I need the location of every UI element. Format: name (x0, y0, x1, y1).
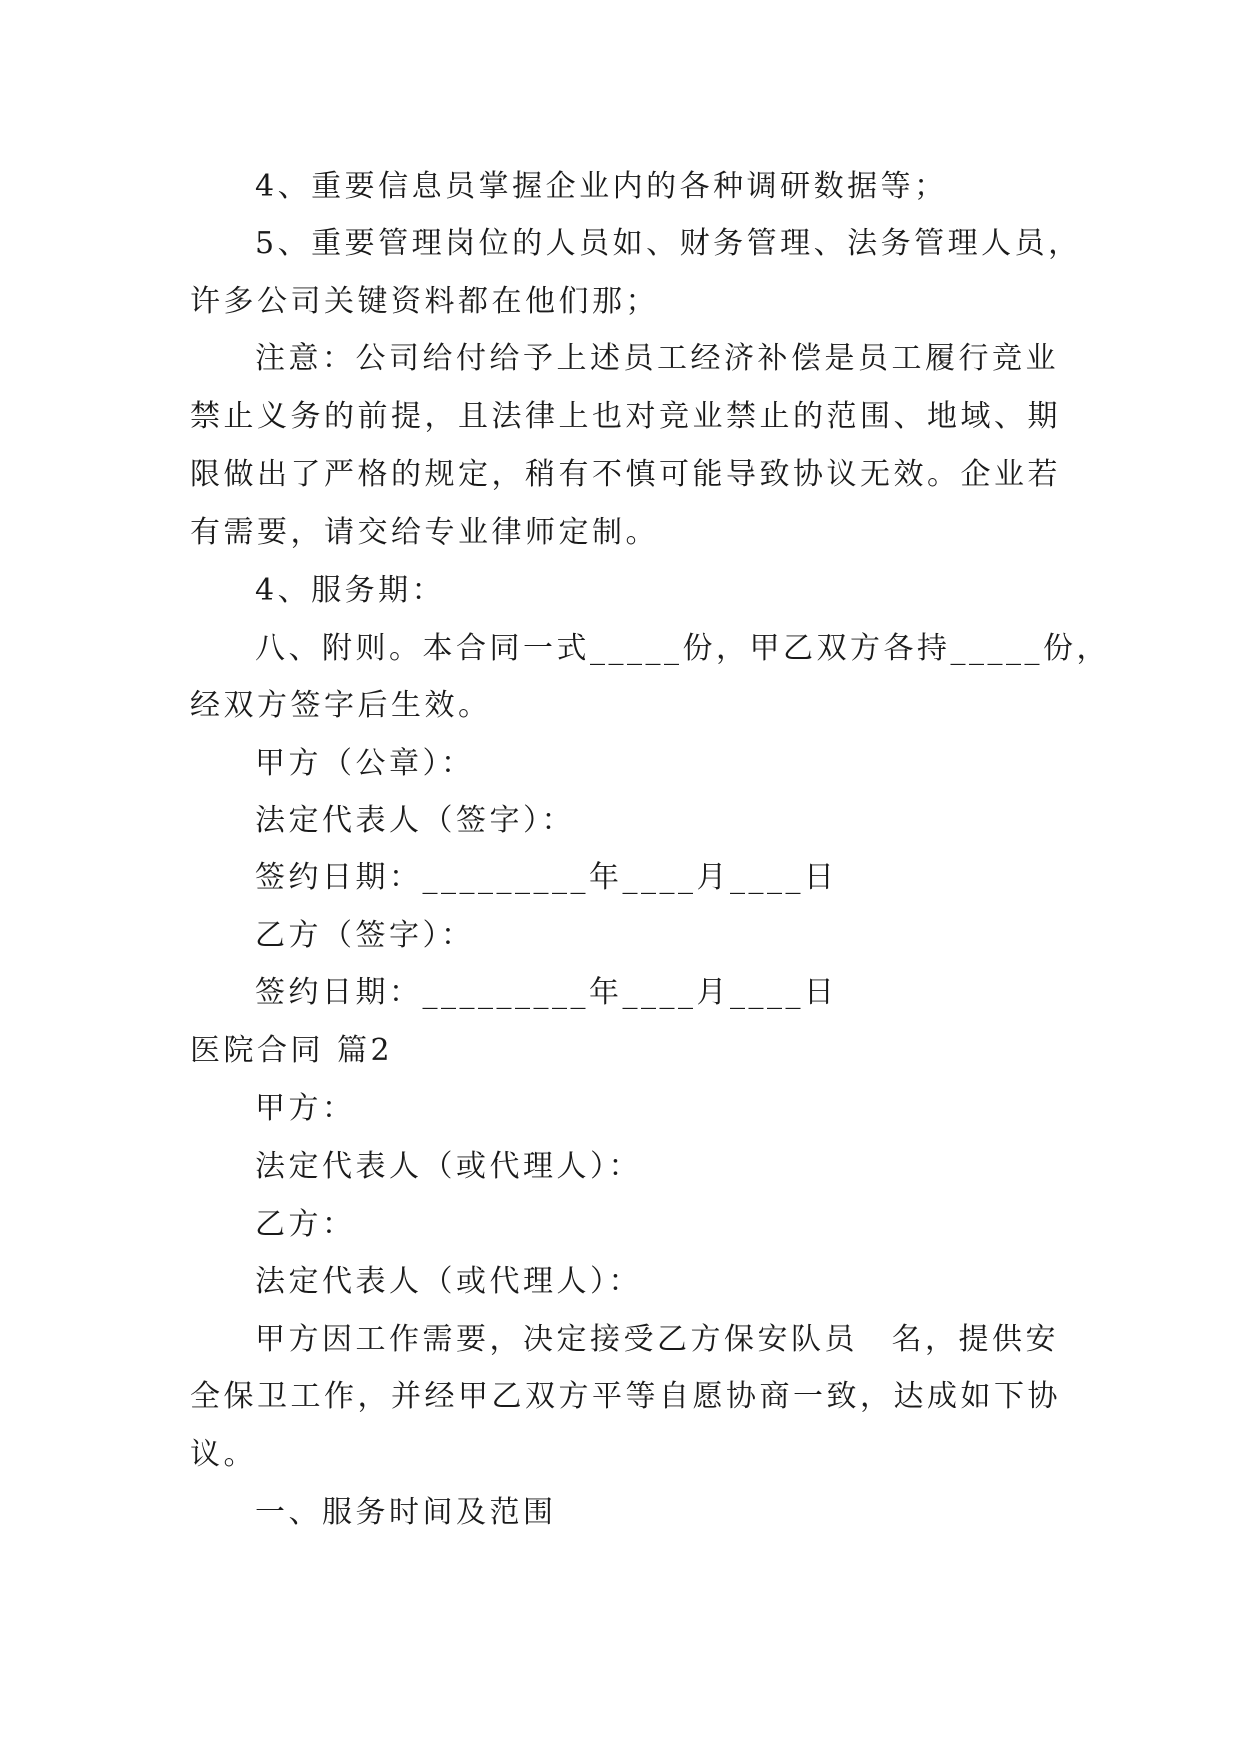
paragraph-line: 议。 (190, 1437, 257, 1472)
paragraph-line: 有需要，请交给专业律师定制。 (190, 515, 659, 550)
paragraph-line: 甲方因工作需要，决定接受乙方保安队员 名，提供安 (255, 1322, 1059, 1357)
paragraph-line: 注意：公司给付给予上述员工经济补偿是员工履行竞业 (255, 341, 1059, 376)
paragraph-line: 经双方签字后生效。 (190, 688, 492, 723)
section-heading: 医院合同 篇2 (190, 1033, 394, 1068)
paragraph-line: 法定代表人（签字）： (255, 803, 575, 838)
paragraph-line: 限做出了严格的规定，稍有不慎可能导致协议无效。企业若 (190, 457, 1061, 492)
paragraph-line: 甲方（公章）： (255, 746, 475, 781)
paragraph-line: 5、重要管理岗位的人员如、财务管理、法务管理人员， (255, 226, 1082, 261)
paragraph-line: 甲方： (255, 1091, 356, 1126)
paragraph-line: 一、服务时间及范围 (255, 1495, 557, 1530)
paragraph-line: 全保卫工作，并经甲乙双方平等自愿协商一致，达成如下协 (190, 1379, 1061, 1414)
paragraph-line: 4、服务期： (255, 573, 446, 608)
paragraph-line: 乙方（签字）： (255, 918, 475, 953)
paragraph-line: 法定代表人（或代理人）： (255, 1149, 642, 1184)
paragraph-line: 八、附则。本合同一式_____份，甲乙双方各持_____份， (255, 631, 1110, 666)
paragraph-line: 乙方： (255, 1207, 356, 1242)
signing-date-line: 签约日期：_________年____月____日 (255, 975, 838, 1010)
signing-date-line: 签约日期：_________年____月____日 (255, 860, 838, 895)
paragraph-line: 4、重要信息员掌握企业内的各种调研数据等； (255, 169, 948, 204)
paragraph-line: 法定代表人（或代理人）： (255, 1264, 642, 1299)
paragraph-line: 禁止义务的前提，且法律上也对竞业禁止的范围、地域、期 (190, 399, 1061, 434)
paragraph-line: 许多公司关键资料都在他们那； (190, 284, 659, 319)
